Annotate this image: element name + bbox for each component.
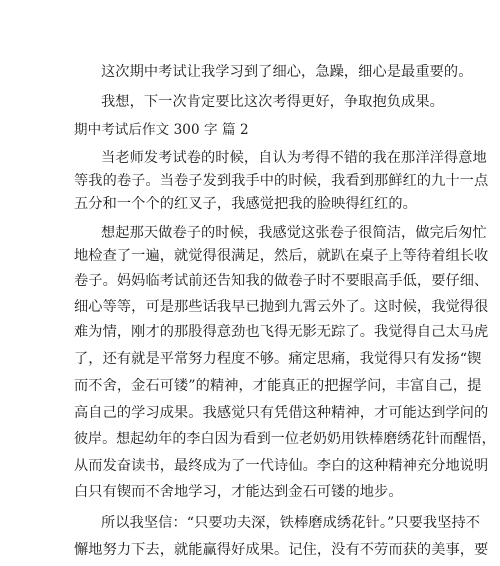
paragraph-2-line-5: 难为情，刚才的那股得意劲也飞得无影无踪了。我觉得自己太马虎 — [74, 324, 489, 340]
paragraph-2-line-10: 从而发奋读书，最终成为了一代诗仙。李白的这种精神充分地说明 — [74, 458, 489, 474]
paragraph-2-line-9: 彼岸。想起幼年的李白因为看到一位老奶奶用铁棒磨绣花针而醒悟， — [74, 431, 496, 447]
paragraph-2-line-8: 高自己的学习成果。我感觉只有凭借这种精神，才可能达到学问的 — [74, 405, 489, 421]
paragraph-3-line-2: 懈地努力下去，就能赢得好成果。记住，没有不劳而获的美事，要 — [74, 542, 489, 558]
paragraph-2-line-1: 想起那天做卷子的时候，我感觉这张卷子很简洁，做完后匆忙 — [101, 225, 487, 241]
paragraph-2-line-4: 细心等等，可是那些话我早已抛到九霄云外了。这时候，我觉得很 — [74, 299, 489, 315]
paragraph-1-line-2: 等我的卷子。当卷子发到我手中的时候，我看到那鲜红的九十一点 — [74, 173, 489, 189]
paragraph-2-line-2: 地检查了一遍，就觉得很满足，然后，就趴在桌子上等待着组长收 — [74, 248, 489, 264]
section-title: 期中考试后作文 300 字 篇 2 — [74, 122, 249, 138]
paragraph-2-line-11: 白只有锲而不舍地学习，才能达到金石可镂的地步。 — [74, 484, 403, 500]
paragraph-2-line-6: 了，还有就是平常努力程度不够。痛定思痛，我觉得只有发扬“锲 — [74, 351, 482, 367]
paragraph-1-line-1: 当老师发考试卷的时候，自认为考得不错的我在那洋洋得意地 — [101, 150, 487, 166]
paragraph-2-line-7: 而不舍，金石可镂”的精神，才能真正的把握学问，丰富自己，提 — [74, 378, 482, 394]
paragraph-1-line-3: 五分和一个个的红叉子，我感觉把我的脸映得红红的。 — [74, 196, 417, 212]
paragraph-2-line-3: 卷子。妈妈临考试前还告知我的做卷子时不要眼高手低，要仔细、 — [74, 273, 489, 289]
intro-line-1: 这次期中考试让我学习到了细心，急躁，细心是最重要的。 — [101, 64, 473, 80]
paragraph-3-line-1: 所以我坚信：“只要功夫深，铁棒磨成绣花针。”只要我坚持不 — [101, 515, 481, 531]
intro-line-2: 我想，下一次肯定要比这次考得更好，争取抱负成果。 — [101, 94, 444, 110]
